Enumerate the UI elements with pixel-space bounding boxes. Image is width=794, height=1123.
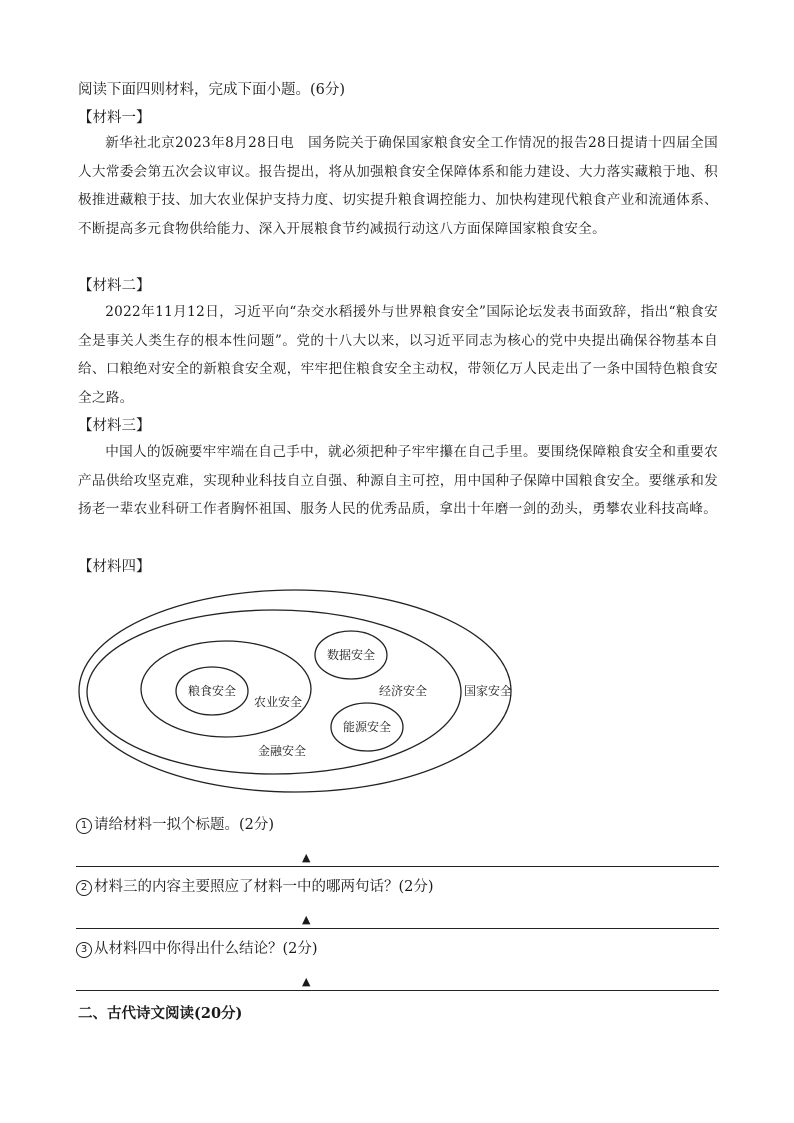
label-agricultural-security: 农业安全 — [253, 695, 303, 709]
answer-marker: ▲ — [302, 913, 311, 926]
answer-marker: ▲ — [302, 975, 311, 988]
label-financial-security: 金融安全 — [257, 744, 307, 758]
material-4-label: 【材料四】 — [78, 559, 151, 575]
material-1-label: 【材料一】 — [78, 110, 151, 126]
answer-line-2[interactable] — [76, 914, 719, 929]
answer-line-3[interactable] — [76, 976, 719, 991]
section-title: 二、古代诗文阅读(20分) — [78, 1005, 243, 1022]
question-2 — [76, 877, 718, 897]
question-text: 请给材料一拟个标题。(2分) — [94, 817, 275, 833]
question-number: 3 — [76, 942, 92, 958]
material-3-text: 中国人的饭碗要牢牢端在自己手中，就必须把种子牢牢攥在自己手里。要围绕保障粮食安全和重要农产品供给攻坚克难，实现种业科技自立自强、种源自主可控，用中国种子保障中国粮食安全。要继承和发扬老一辈农业科研工作者胸怀祖国、服务人民的优秀品质，拿出十年磨一剑的劲头，勇攀农业科技高峰。 — [78, 444, 718, 518]
instructions: 阅读下面四则材料，完成下面小题。(6分) — [78, 82, 346, 98]
question-number: 2 — [76, 880, 92, 896]
question-text: 材料三的内容主要照应了材料一中的哪两句话？(2分) — [94, 879, 434, 895]
question-text: 从材料四中你得出什么结论？(2分) — [94, 941, 318, 957]
label-economic-security: 经济安全 — [378, 684, 428, 698]
label-grain-security: 粮食安全 — [187, 684, 237, 698]
answer-line-1[interactable] — [76, 852, 719, 867]
label-national-security: 国家安全 — [463, 684, 513, 698]
answer-marker: ▲ — [302, 851, 311, 864]
question-3 — [76, 939, 718, 959]
national-security-ellipse — [79, 590, 511, 792]
material-3-label: 【材料三】 — [78, 418, 151, 434]
question-1 — [76, 815, 718, 835]
material-1-text: 新华社北京2023年8月28日电 国务院关于确保国家粮食安全工作情况的报告28日提请十四届全国人大常委会第五次会议审议。报告提出，将从加强粮食安全保障体系和能力建设、大力落实藏粮于地、积极推进藏粮于技、加大农业保护支持力度、切实提升粮食调控能力、加快构建现代粮食产业和流通体系、不断提高多元食物供给能力、深入开展粮食节约减损行动这八方面保障国家粮食安全。 — [78, 135, 718, 237]
material-2-text: 2022年11月12日，习近平向“杂交水稻援外与世界粮食安全”国际论坛发表书面致辞，指出“粮食安全是事关人类生存的根本性问题”。党的十八大以来，以习近平同志为核心的党中央提出确保谷物基本自给、口粮绝对安全的新粮食安全观，牢牢把住粮食安全主动权，带领亿万人民走出了一条中国特色粮食安全之路。 — [78, 304, 718, 406]
label-data-security: 数据安全 — [326, 648, 376, 662]
question-number: 1 — [76, 818, 92, 834]
material-2-label: 【材料二】 — [78, 278, 151, 294]
label-energy-security: 能源安全 — [342, 720, 392, 734]
security-diagram — [70, 580, 540, 805]
